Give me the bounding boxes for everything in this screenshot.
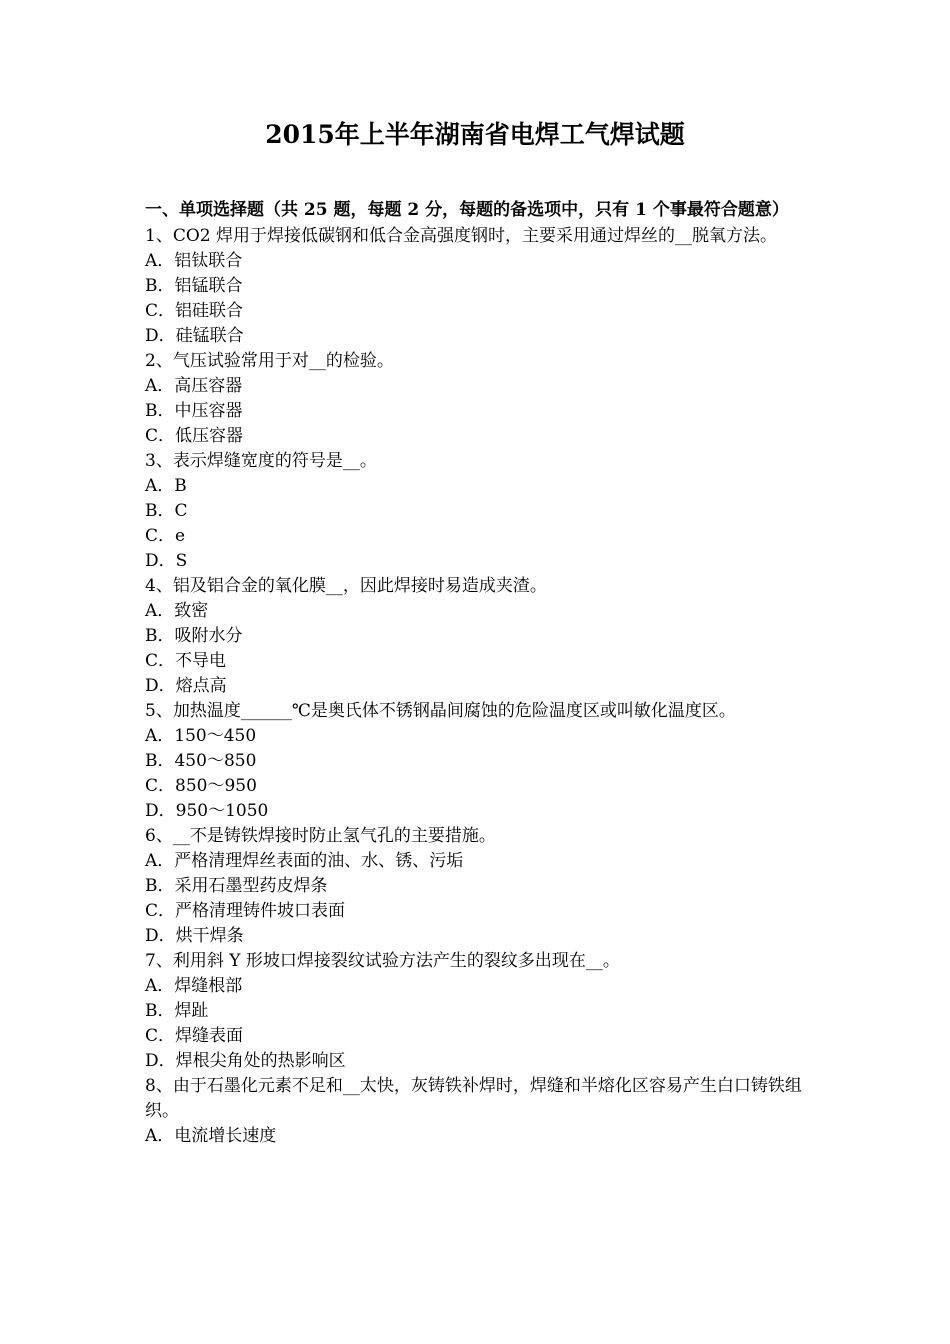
option-d: D．S xyxy=(145,551,188,571)
option-b: B．焊趾 xyxy=(145,1001,209,1021)
option-a: A．焊缝根部 xyxy=(145,976,243,996)
option-c: C．低压容器 xyxy=(145,426,244,446)
option-a: A．150～450 xyxy=(145,726,257,746)
option-d: D．焊根尖角处的热影响区 xyxy=(145,1051,346,1071)
option-b: B．中压容器 xyxy=(145,401,243,421)
option-c: C．铝硅联合 xyxy=(145,301,244,321)
option-a: A．严格清理焊丝表面的油、水、锈、污垢 xyxy=(145,851,464,871)
option-d: D．熔点高 xyxy=(145,676,227,696)
option-b: B．铝锰联合 xyxy=(145,276,243,296)
question-stem: 3、表示焊缝宽度的符号是__。 xyxy=(145,451,377,471)
option-a: A．B xyxy=(145,476,187,496)
question-stem: 8、由于石墨化元素不足和__太快，灰铸铁补焊时，焊缝和半熔化区容易产生白口铸铁组织。 xyxy=(145,1076,802,1121)
question-stem: 4、铝及铝合金的氧化膜__，因此焊接时易造成夹渣。 xyxy=(145,576,547,596)
option-a: A．高压容器 xyxy=(145,376,243,396)
option-d: D．950～1050 xyxy=(145,801,269,821)
option-c: C．不导电 xyxy=(145,651,227,671)
option-b: B．吸附水分 xyxy=(145,626,243,646)
question-stem: 1、CO2 焊用于焊接低碳钢和低合金高强度钢时，主要采用通过焊丝的__脱氧方法。 xyxy=(145,226,777,246)
option-b: B．采用石墨型药皮焊条 xyxy=(145,876,328,896)
option-b: B．450～850 xyxy=(145,751,257,771)
section-heading: 一、单项选择题（共 25 题，每题 2 分，每题的备选项中，只有 1 个事最符合题意） xyxy=(145,200,789,220)
question-stem: 5、加热温度______℃是奥氏体不锈钢晶间腐蚀的危险温度区或叫敏化温度区。 xyxy=(145,701,736,721)
option-c: C．严格清理铸件坡口表面 xyxy=(145,901,346,921)
question-stem: 2、气压试验常用于对__的检验。 xyxy=(145,351,394,371)
question-list xyxy=(145,198,813,1149)
option-c: C．焊缝表面 xyxy=(145,1026,244,1046)
option-a: A．致密 xyxy=(145,601,209,621)
option-c: C．850～950 xyxy=(145,776,257,796)
option-a: A．铝钛联合 xyxy=(145,251,243,271)
option-d: D．硅锰联合 xyxy=(145,326,244,346)
document-title: 2015年上半年湖南省电焊工气焊试题 xyxy=(265,120,685,149)
question-stem: 7、利用斜 Y 形坡口焊接裂纹试验方法产生的裂纹多出现在__。 xyxy=(145,951,620,971)
option-b: B．C xyxy=(145,501,188,521)
question-stem: 6、__不是铸铁焊接时防止氢气孔的主要措施。 xyxy=(145,826,496,846)
option-c: C．e xyxy=(145,526,186,546)
option-d: D．烘干焊条 xyxy=(145,926,244,946)
option-a: A．电流增长速度 xyxy=(145,1126,277,1146)
